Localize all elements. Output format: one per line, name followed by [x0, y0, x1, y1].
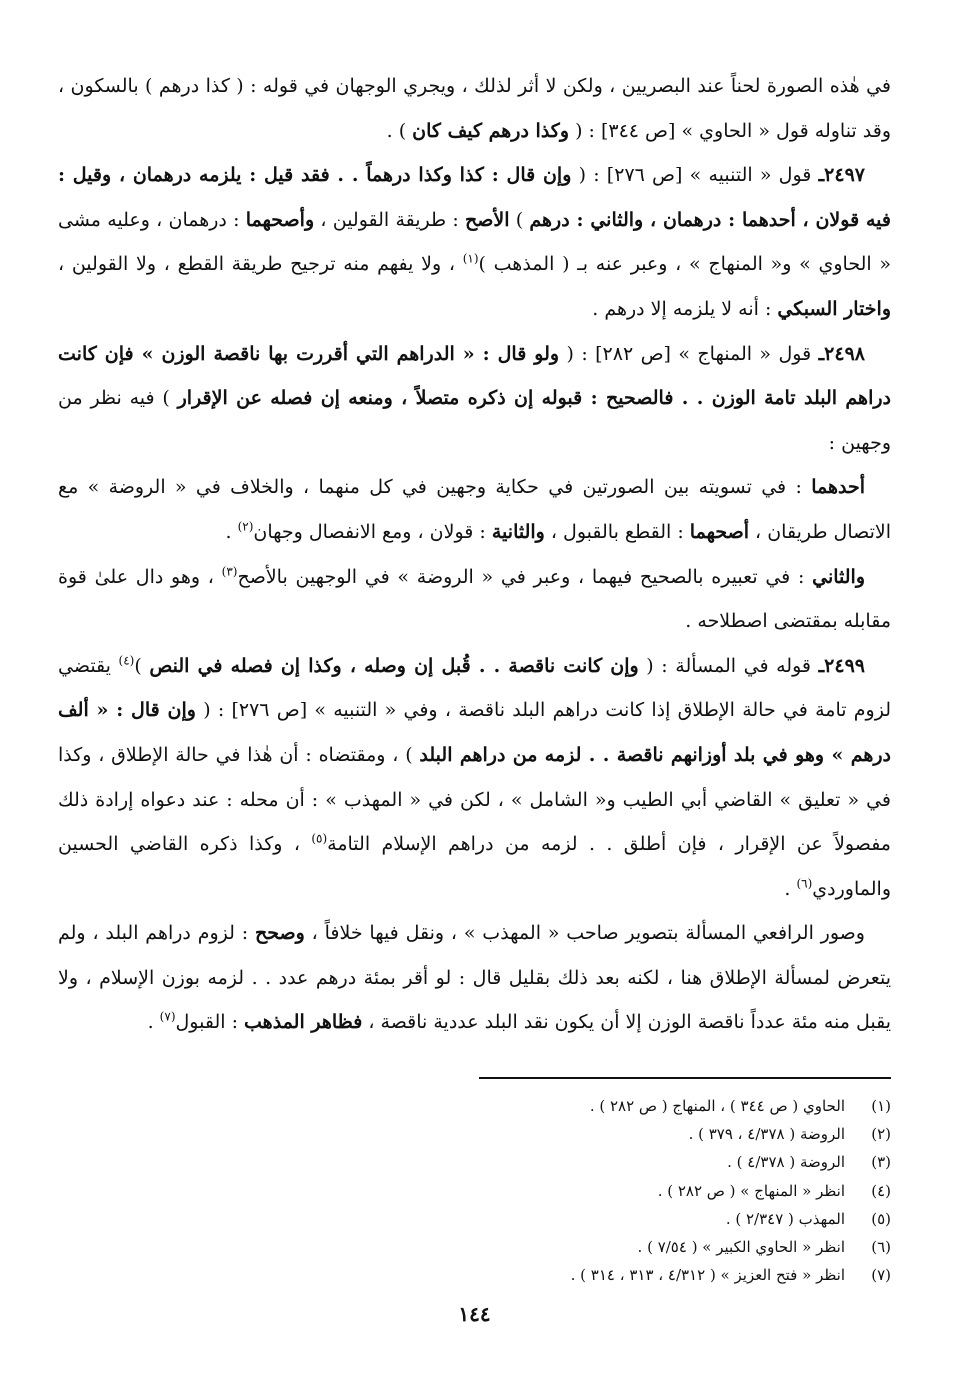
- footnote-text: الحاوي ( ص ٣٤٤ ) ، المنهاج ( ص ٢٨٢ ) .: [589, 1097, 845, 1115]
- bold-text: وصحح: [254, 922, 305, 945]
- footnote-item: [411, 1205, 891, 1233]
- text-segment: .: [225, 520, 238, 543]
- footnote-text: انظر « الحاوي الكبير » ( ٧/٥٤ ) .: [637, 1238, 845, 1257]
- footnote-marker: (٧): [159, 1010, 176, 1025]
- footnote-item: [411, 1177, 891, 1205]
- text-segment: : القبول: [175, 1011, 245, 1034]
- footnote-number: (٢): [871, 1125, 891, 1144]
- bold-text: أحدهما: [811, 476, 865, 499]
- text-segment: ) ، ومقتضاه : أن هٰذا في حالة الإطلاق ، وكذا في « تعليق » القاضي أبي الطيب و« الشامل » ، لكن في « المهذب » : أن محله : عند دعواه إرادة ذلك مفصولاً عن الإقرار ، فإن أطلق . . لزمه من دراهم الإسلام التامة: [58, 743, 891, 856]
- bold-text: واختار السبكي: [777, 297, 891, 320]
- book-page: [58, 64, 891, 1382]
- paragraph: [58, 644, 891, 912]
- text-segment: : في تسويته بين الصورتين في حكاية وجهين في كل منهما ، والخلاف في « الروضة » مع الاتصال طريقان ،: [58, 476, 891, 543]
- footnote-item: [411, 1148, 891, 1176]
- text-segment: : في تعبيره بالصحيح فيهما ، وعبر في « الروضة » في الوجهين بالأصح: [237, 565, 813, 588]
- footnote-text: انظر « فتح العزيز » ( ٤/٣١٢ ، ٣١٣ ، ٣١٤ ) .: [570, 1266, 845, 1285]
- text-segment: وصور الرافعي المسألة بتصوير صاحب « المهذب » ، ونقل فيها خلافاً ،: [304, 922, 865, 945]
- page-number: ١٤٤: [458, 1302, 491, 1326]
- footnote-number: (٣): [871, 1153, 891, 1172]
- footnote-marker: (٤): [118, 653, 135, 668]
- footnote-marker: (٢): [237, 519, 254, 534]
- footnote-text: انظر « المنهاج » ( ص ٢٨٢ ) .: [657, 1181, 845, 1200]
- footnote-marker: (٦): [796, 876, 813, 891]
- text-segment: يقتضي لزوم تامة في حالة الإطلاق إذا كانت دراهم البلد ناقصة ، وفي « التنبيه » [ص ٢٧٦] : (: [58, 654, 891, 722]
- text-segment: قول « المنهاج » [ص ٢٨٢] : (: [559, 342, 819, 365]
- text-segment: : طريقة القولين ،: [314, 208, 465, 231]
- footnote-number: (٥): [871, 1209, 891, 1228]
- main-text: [58, 64, 891, 1045]
- bold-text: ٢٤٩٨ـ: [818, 342, 865, 365]
- text-segment: .: [147, 1011, 160, 1034]
- footnotes-list: [411, 1092, 891, 1289]
- paragraph: [58, 153, 891, 331]
- footnote-marker: (٣): [221, 564, 238, 579]
- text-segment: ): [509, 208, 530, 231]
- footnote-item: [411, 1261, 891, 1289]
- bold-text: وإن قال : « ألف درهم » وهو في بلد أوزانهم ناقصة . . لزمه من دراهم البلد: [58, 699, 892, 766]
- text-segment: ، وكذا ذكره القاضي الحسين والماوردي: [58, 833, 891, 900]
- footnote-text: الروضة ( ٤/٣٧٨ ) .: [727, 1153, 845, 1172]
- bold-text: أصحهما: [689, 520, 750, 543]
- footnote-marker: (٥): [311, 831, 328, 846]
- bold-text: والثاني: [812, 565, 865, 588]
- footnote-text: الروضة ( ٤/٣٧٨ ، ٣٧٩ ) .: [688, 1125, 845, 1144]
- text-segment: ): [134, 654, 150, 677]
- text-segment: قول « التنبيه » [ص ٢٧٦] : (: [571, 164, 819, 187]
- footnote-item: [411, 1233, 891, 1261]
- paragraph: [58, 465, 891, 554]
- footnote-separator: [479, 1077, 891, 1079]
- text-segment: : درهمان ، وعليه مشى « الحاوي » و« المنهاج » ، وعبر عنه بـ ( المذهب ): [58, 208, 891, 276]
- footnote-number: (٤): [871, 1181, 891, 1200]
- bold-text: وكذا درهم كيف كان: [412, 119, 570, 142]
- bold-text: ولو قال : « الدراهم التي أقررت بها ناقصة الوزن » فإن كانت دراهم البلد تامة الوزن . . فالصحيح : قبوله إن ذكره متصلاً ، ومنعه إن فصله عن الإقرار: [58, 342, 891, 410]
- paragraph: [58, 64, 891, 153]
- bold-text: الأصح: [465, 208, 510, 231]
- bold-text: وإن كانت ناقصة . . قُبل إن وصله ، وكذا إن فصله في النص: [149, 654, 639, 677]
- text-segment: : لزوم دراهم البلد ، ولم يتعرض لمسألة الإطلاق هنا ، لكنه بعد ذلك بقليل قال : لو أقر بمئة درهم عدد . . لزمه بوزن الإسلام ، ولا يقبل منه مئة عدداً ناقصة الوزن إلا أن يكون نقد البلد عددية ناقصة ،: [58, 922, 891, 1034]
- bold-text: والثانية: [491, 520, 545, 543]
- footnote-marker: (١): [462, 252, 479, 267]
- paragraph: [58, 555, 891, 644]
- bold-text: ٢٤٩٧ـ: [818, 164, 865, 187]
- bold-text: وإن قال : كذا وكذا درهماً . . فقد قيل : يلزمه درهمان ، وقيل : فيه قولان ، أحدهما : درهمان ، والثاني : درهم: [58, 164, 891, 231]
- text-segment: : القطع بالقبول ،: [544, 520, 690, 543]
- text-segment: ، وهو دال علىٰ قوة مقابله بمقتضى اصطلاحه .: [58, 565, 891, 633]
- text-segment: قوله في المسألة : (: [638, 654, 819, 677]
- text-segment: ) فيه نظر من وجهين :: [58, 387, 891, 454]
- footnote-item: [411, 1092, 891, 1120]
- footnote-number: (٦): [871, 1238, 891, 1257]
- text-segment: ، ولا يفهم منه ترجيح طريقة القطع ، ولا القولين ،: [58, 253, 463, 276]
- footnote-item: [411, 1120, 891, 1148]
- footnote-text: المهذب ( ٢/٣٤٧ ) .: [725, 1209, 845, 1228]
- text-segment: في هٰذه الصورة لحناً عند البصريين ، ولكن لا أثر لذلك ، ويجري الوجهان في قوله : ( كذا درهم ) بالسكون ، وقد تناوله قول « الحاوي » [ص ٣٤٤] : (: [58, 75, 891, 142]
- paragraph: [58, 332, 891, 466]
- text-segment: : أنه لا يلزمه إلا درهم .: [592, 297, 778, 320]
- text-segment: ) .: [386, 119, 413, 142]
- bold-text: فظاهر المذهب: [244, 1011, 363, 1034]
- footnote-number: (١): [871, 1097, 891, 1115]
- text-segment: : قولان ، ومع الانفصال وجهان: [253, 520, 492, 543]
- bold-text: وأصحهما: [245, 208, 315, 231]
- text-segment: .: [784, 877, 797, 900]
- bold-text: ٢٤٩٩ـ: [818, 654, 865, 677]
- paragraph: [58, 911, 891, 1045]
- footnote-number: (٧): [871, 1266, 891, 1285]
